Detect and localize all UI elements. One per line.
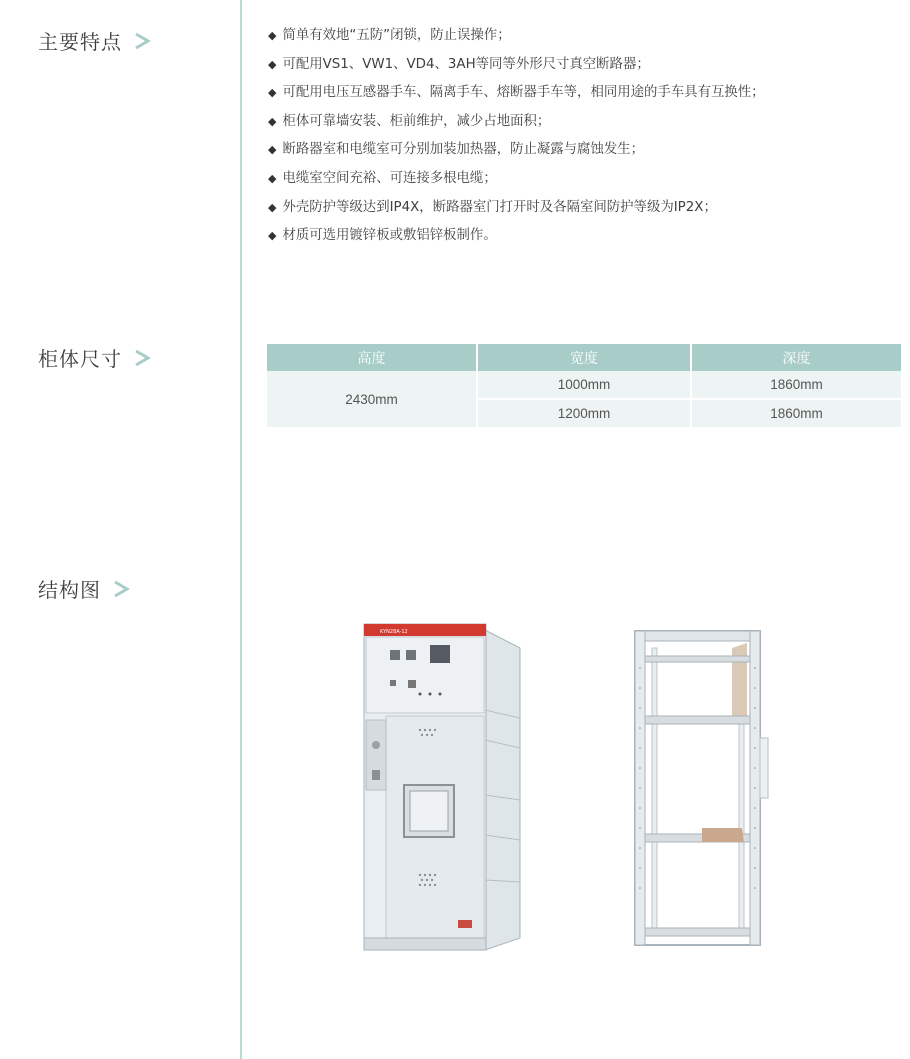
structure-section-title [38,574,131,603]
header-width: 宽度 [477,344,691,371]
dimensions-table [267,344,901,429]
switchgear-cabinet-frame-image [632,628,772,950]
diamond-bullet-icon: ◆ [268,114,277,128]
diamond-bullet-icon: ◆ [268,86,277,100]
cell-height: 2430mm [267,371,477,428]
list-item: ◆ 可配用VS1、VW1、VD4、3AH等同等外形尺寸真空断路器； [268,51,765,80]
vertical-divider [240,0,242,1059]
header-height: 高度 [267,344,477,371]
cell-depth: 1860mm [691,399,901,428]
svg-text:KYN28A-12: KYN28A-12 [380,629,408,635]
dims-title-text: 柜体尺寸 [38,347,122,371]
dims-section-title [38,343,152,372]
switchgear-cabinet-closed-image [360,620,525,955]
features-section-title [38,26,152,55]
diamond-bullet-icon: ◆ [268,200,277,214]
cell-width: 1200mm [477,399,691,428]
list-item: ◆ 断路器室和电缆室可分别加装加热器，防止凝露与腐蚀发生； [268,136,765,165]
table-header-row [267,344,901,371]
chevron-right-icon [111,579,131,599]
cell-width: 1000mm [477,371,691,399]
diamond-bullet-icon: ◆ [268,57,277,71]
diamond-bullet-icon: ◆ [268,143,277,157]
chevron-right-icon [132,31,152,51]
list-item: ◆ 外壳防护等级达到IP4X，断路器室门打开时及各隔室间防护等级为IP2X； [268,194,765,223]
diamond-bullet-icon: ◆ [268,29,277,42]
list-item: ◆ 柜体可靠墙安装、柜前维护，减少占地面积； [268,108,765,137]
list-item: ◆ 电缆室空间充裕、可连接多根电缆； [268,165,765,194]
chevron-right-icon [132,348,152,368]
features-title-text: 主要特点 [38,30,122,54]
list-item: ◆ 简单有效地“五防”闭锁，防止误操作； [268,22,765,51]
cell-depth: 1860mm [691,371,901,399]
list-item: ◆ 可配用电压互感器手车、隔离手车、熔断器手车等，相同用途的手车具有互换性； [268,79,765,108]
table-row [267,371,901,399]
list-item: ◆ 材质可选用镀锌板或敷铝锌板制作。 [268,222,765,251]
diamond-bullet-icon: ◆ [268,229,277,243]
diamond-bullet-icon: ◆ [268,171,277,185]
structure-title-text: 结构图 [38,578,101,602]
header-depth: 深度 [691,344,901,371]
features-list [268,22,765,251]
